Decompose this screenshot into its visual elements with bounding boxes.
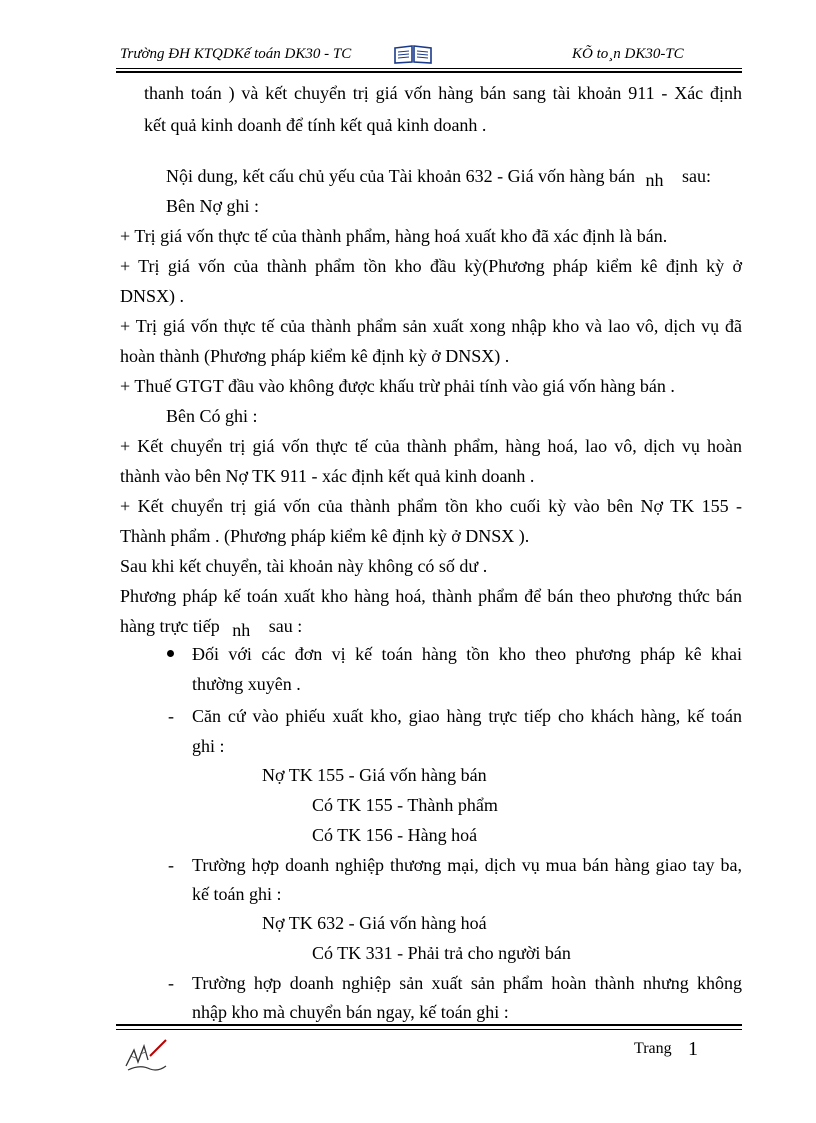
paragraph-line: Thành phẩm . (Phương pháp kiểm kê định kỳ ở DNSX ). <box>120 526 530 546</box>
paragraph-line: + Thuế GTGT đầu vào không được khấu trừ phải tính vào giá vốn hàng bán . <box>120 376 675 396</box>
dash-marker: - <box>168 706 174 726</box>
paragraph-line: Phương pháp kế toán xuất kho hàng hoá, thành phẩm để bán theo phương thức bán <box>120 586 742 606</box>
page-label: Trang <box>634 1040 672 1057</box>
section-heading: Bên Có ghi : <box>166 406 258 426</box>
paragraph-line: + Trị giá vốn của thành phẩm tồn kho đầu kỳ(Phương pháp kiểm kê định kỳ ở <box>120 256 742 276</box>
list-item-text: Căn cứ vào phiếu xuất kho, giao hàng trực tiếp cho khách hàng, kế toán <box>192 706 742 726</box>
text-run: sau: <box>682 166 712 186</box>
dash-marker: - <box>168 855 174 875</box>
journal-entry: Có TK 331 - Phải trả cho người bán <box>312 943 571 963</box>
list-item-text: nhập kho mà chuyển bán ngay, kế toán ghi : <box>192 1002 509 1022</box>
list-item-text: kế toán ghi : <box>192 884 282 904</box>
signature-logo-icon <box>120 1036 172 1076</box>
journal-entry: Có TK 156 - Hàng hoá <box>312 825 478 845</box>
paragraph-line: DNSX) . <box>120 286 185 306</box>
header-rule-thick <box>116 71 742 73</box>
dash-marker: - <box>168 973 174 993</box>
list-item-text: Trường hợp doanh nghiệp thương mại, dịch vụ mua bán hàng giao tay ba, <box>192 855 742 875</box>
paragraph-line: thành vào bên Nợ TK 911 - xác định kết quả kinh doanh . <box>120 466 535 486</box>
book-icon <box>392 42 434 66</box>
text-run: hàng trực tiếp <box>120 616 220 636</box>
list-item-text: Đối với các đơn vị kế toán hàng tồn kho theo phương pháp kê khai <box>192 644 742 664</box>
paragraph-line: kết quả kinh doanh để tính kết quả kinh doanh . <box>144 115 487 135</box>
paragraph-line: + Trị giá vốn thực tế của thành phẩm, hàng hoá xuất kho đã xác định là bán. <box>120 226 668 246</box>
journal-entry: Nợ TK 155 - Giá vốn hàng bán <box>262 765 487 785</box>
paragraph-line <box>166 163 711 189</box>
journal-entry: Có TK 155 - Thành phẩm <box>312 795 498 815</box>
footer-rule-thick <box>116 1024 742 1026</box>
list-item-text: Trường hợp doanh nghiệp sản xuất sản phẩm hoàn thành nhưng không <box>192 973 742 993</box>
text-run: nh <box>645 170 664 190</box>
section-heading: Bên Nợ ghi : <box>166 196 260 216</box>
bullet-icon <box>167 650 174 657</box>
paragraph-line: + Kết chuyển trị giá vốn của thành phẩm tồn kho cuối kỳ vào bên Nợ TK 155 - <box>120 496 742 516</box>
list-item-text: ghi : <box>192 736 225 756</box>
header-rule <box>116 68 742 69</box>
paragraph-line <box>120 613 302 639</box>
header-left-text: Trường ĐH KTQDKế toán DK30 - TC <box>120 46 352 62</box>
paragraph-line: Sau khi kết chuyển, tài khoản này không có số dư . <box>120 556 488 576</box>
paragraph-line: thanh toán ) và kết chuyển trị giá vốn hàng bán sang tài khoản 911 - Xác định <box>144 83 742 103</box>
paragraph-line: + Trị giá vốn thực tế của thành phẩm sản xuất xong nhập kho và lao vô, dịch vụ đã <box>120 316 742 336</box>
text-run: Nội dung, kết cấu chủ yếu của Tài khoản 632 - Giá vốn hàng bán <box>166 166 636 186</box>
page-number: 1 <box>688 1038 698 1060</box>
paragraph-line: hoàn thành (Phương pháp kiểm kê định kỳ ở DNSX) . <box>120 346 510 366</box>
text-run: sau : <box>268 616 303 636</box>
journal-entry: Nợ TK 632 - Giá vốn hàng hoá <box>262 913 487 933</box>
footer-rule <box>116 1029 742 1030</box>
list-item-text: thường xuyên . <box>192 674 301 694</box>
text-run: nh <box>232 620 251 640</box>
header-right-text: KÕ to¸n DK30-TC <box>572 46 684 62</box>
paragraph-line: + Kết chuyển trị giá vốn thực tế của thành phẩm, hàng hoá, lao vô, dịch vụ hoàn <box>120 436 742 456</box>
